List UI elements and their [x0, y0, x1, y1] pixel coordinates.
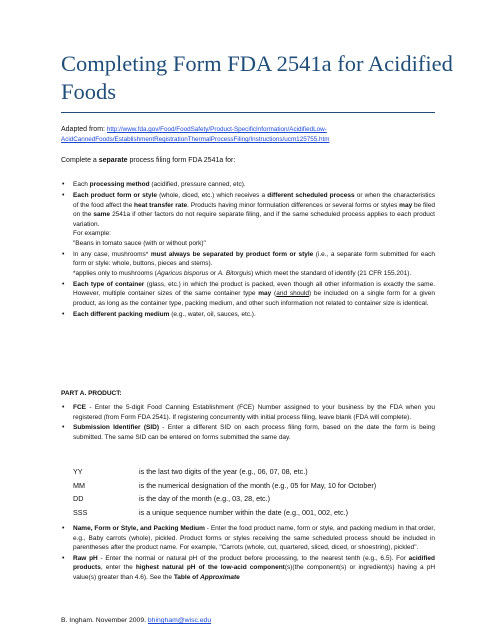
footer-email-link[interactable]: bhingham@wisc.edu: [147, 617, 212, 624]
item-emphasis: FCE: [73, 404, 86, 411]
sid-code-desc: is the day of the month (e.g., 03, 28, etc.): [139, 494, 271, 503]
example-text: "Beans in tomato sauce (with or without pork)": [73, 239, 206, 247]
sid-code-desc: is the numerical designation of the month (e.g., 05 for May, 10 for October): [139, 480, 377, 490]
species-name: A. Bitorguis: [217, 269, 252, 277]
item-text: (glass, etc.) in which the product is packed, even though all other information is exactly the same. However, multiple container sizes of the same container type: [73, 280, 435, 297]
item-text: (e.g., water, oil, sauces, etc.).: [169, 310, 256, 318]
item-text: , enter the: [100, 564, 136, 571]
list-item-fce: [61, 403, 435, 422]
item-emphasis-italic: Approximate: [200, 573, 240, 581]
example-label: For example:: [73, 230, 111, 237]
document-title: Completing Form FDA 2541a for Acidified Foods: [61, 51, 453, 104]
item-emphasis: same: [93, 211, 111, 218]
item-text: (acidified, pressure canned, etc).: [149, 181, 246, 188]
source-link-line2: AcidCannedFoods/EstablishmentRegistrationThermalProcessFiling/Instructions/ucm125755.htm: [61, 136, 330, 143]
item-text: (s)(the component(s) or ingredient(s) having a pH value(s) greater than 4.6). See the: [73, 564, 436, 581]
intro-sentence: [61, 156, 235, 166]
list-item-processing-method: [61, 180, 435, 190]
item-text: . Products having minor formulation differences or several forms or styles: [187, 201, 400, 209]
item-emphasis: may: [399, 201, 413, 209]
intro-text-end: process filing form FDA 2541a for:: [127, 157, 236, 164]
source-link-line1: http://www.fda.gov/Food/FoodSafety/Product-SpecificInformation/AcidifiedLow-: [106, 126, 327, 133]
sid-code-desc: is the last two digits of the year (e.g., 06, 07, 08, etc.): [139, 467, 308, 476]
separate-filing-list: [61, 180, 435, 321]
item-text: be filed on the: [73, 201, 435, 218]
note-text: ) which meet the standard of identify (21 CFR 155.201).: [251, 269, 412, 277]
item-text: (: [271, 290, 277, 297]
item-text: (i.e., a separate form submitted for each form or style: whole, buttons, pieces and stems).: [73, 250, 435, 267]
item-text: - Enter the food product name, form or style, and packing medium in that order, e.g., Baby carrots (whole), pickled. Product forms or styles receiving the same scheduled process should be included in parentheses after the product name. For example, "Carrots (whole, cut, quartered, sliced, diced, or shoestring), pickled".: [73, 525, 436, 551]
item-emphasis: Name, Form or Style, and Packing Medium: [73, 525, 205, 532]
item-emphasis: Each type of container: [73, 280, 145, 288]
item-text: or when the characteristics of the food affect the: [73, 192, 435, 209]
list-item-container: [61, 280, 435, 309]
part-a-list: [61, 403, 435, 443]
item-text: - Enter the 5-digit Food Canning Establishment (FCE) Number assigned to your business by the FDA when you registered (from Form FDA 2541). If registering concurrently with initial process filing, leave blank (FDA will complete).: [73, 404, 435, 421]
section-heading-part-a: PART A. PRODUCT:: [61, 390, 122, 397]
item-emphasis: acidified products: [73, 554, 435, 571]
footer-author: B. Ingham. November 2009.: [61, 617, 148, 624]
item-text: 2541a if other factors do not require separate filing, and if the same scheduled process applies to each product variation.: [73, 211, 435, 228]
item-text: - Enter the normal or natural pH of the product before processing, to the nearest tenth (e.g., 6.5). For: [97, 554, 409, 562]
sid-code-key: YY: [73, 467, 83, 476]
item-emphasis: Table of: [173, 573, 201, 581]
item-emphasis: Each different packing medium: [73, 310, 170, 318]
item-text: Each: [73, 181, 90, 188]
list-item-product-form: [61, 191, 435, 248]
product-details-list: [61, 524, 435, 583]
item-emphasis: heat transfer rate: [134, 201, 188, 209]
item-emphasis: highest natural pH of the low-acid component: [135, 564, 285, 571]
sid-code-desc: is a unique sequence number within the date (e.g., 001, 002, etc.): [139, 507, 348, 517]
sid-code-key: MM: [73, 480, 85, 490]
page-footer: [61, 617, 211, 624]
item-emphasis: Raw pH: [73, 554, 98, 562]
item-underline: and should: [276, 290, 309, 297]
item-emphasis: may: [258, 290, 272, 297]
item-text: (whole, diced, etc.) which receives a: [157, 192, 268, 199]
note-text: *applies only to mushrooms (: [73, 269, 157, 277]
sid-code-key: DD: [73, 494, 84, 503]
source-citation: [61, 125, 441, 145]
item-emphasis: Submission Identifier (SID): [73, 424, 160, 431]
item-emphasis: Each product form or style: [73, 192, 157, 199]
list-item-name-form-style: [61, 524, 435, 553]
list-item-raw-ph: [61, 554, 435, 583]
item-text: In any case, mushrooms*: [73, 250, 151, 258]
list-item-packing-medium: [61, 310, 435, 320]
item-text: ) be included on a single form for a given product, as long as the container type, packing medium, and other such information not related to container size is identical.: [73, 290, 435, 307]
item-text: - Enter a different SID on each process filing form, based on the date the form is being submitted. The same SID can be entered on forms submitted the same day.: [73, 424, 436, 441]
source-label: Adapted from:: [61, 126, 107, 133]
item-emphasis: must always be separated by product form or style: [150, 250, 314, 258]
item-emphasis: different scheduled process: [267, 192, 355, 199]
sid-code-key: SSS: [73, 507, 88, 517]
note-text: or: [208, 269, 218, 277]
title-divider: [61, 112, 435, 113]
mushroom-footnote: [73, 269, 435, 279]
list-item-sid: [61, 423, 435, 442]
species-name: Agaricus bisporus: [156, 269, 209, 277]
intro-text: Complete a: [61, 157, 99, 164]
item-emphasis: processing method: [89, 181, 150, 188]
list-item-mushrooms: [61, 250, 435, 279]
intro-emphasis: separate: [98, 157, 128, 164]
